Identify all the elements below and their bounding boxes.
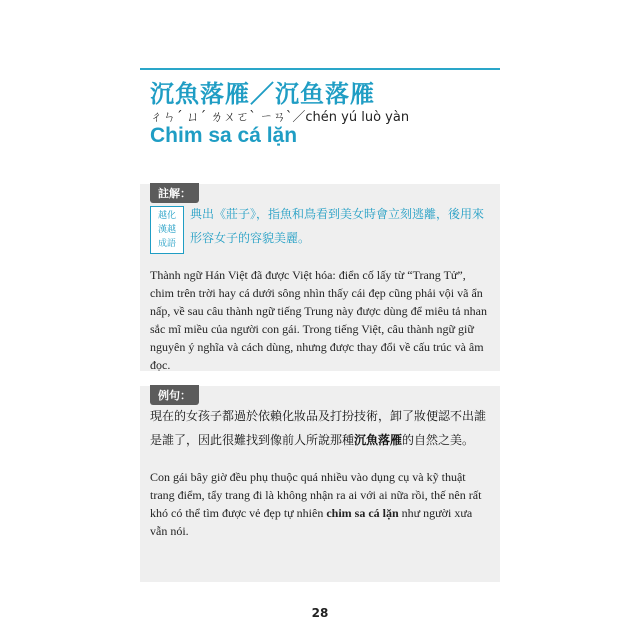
- note-vietnamese-text: Thành ngữ Hán Việt đã được Việt hóa: điển cố lấy từ “Trang Tử”, chim trên trời hay cá dưới sông nhìn thấy cái đẹp cũng phải vội vã ẩn nấp, về sau câu thành ngữ tiếng Trung này được dùng để miêu tả nhan sắc mĩ miều của người con gái. Trong tiếng Việt, câu thành ngữ giữ nguyên ý nghĩa và cách dùng, nhưng được thay đổi về cấu trúc và âm đọc.: [150, 268, 487, 372]
- badge-line: 漢越: [157, 225, 176, 235]
- note-panel: [140, 184, 500, 371]
- category-badge: [150, 206, 184, 254]
- example-zh-part: 現在的女孩子都過於依賴化妝品及打扮技術，卸了妝便認不出誰是誰了，因此很難找到像前人所說那種: [150, 409, 487, 447]
- badge-line: 越化: [157, 211, 176, 221]
- note-tag: 註解：: [150, 183, 199, 203]
- example-vi-part: như người xưa vẫn nói.: [150, 506, 473, 538]
- idiom-pronunciation: ㄔㄣˊ ㄩˊ ㄌㄨㄛˋ ㄧㄢˋ／chén yú luò yàn: [150, 110, 410, 125]
- example-vi-idiom: chim sa cá lặn: [326, 506, 399, 520]
- idiom-title-vietnamese: Chim sa cá lặn: [150, 124, 298, 147]
- example-chinese-text: [150, 404, 492, 452]
- page-number: 28: [311, 606, 329, 620]
- header-rule: [140, 68, 500, 70]
- example-vietnamese-text: [150, 468, 492, 540]
- example-panel: [140, 386, 500, 582]
- badge-line: 成語: [157, 239, 176, 249]
- example-tag: 例句：: [150, 385, 199, 405]
- example-zh-idiom: 沉魚落雁: [354, 433, 403, 447]
- idiom-title-chinese: 沉魚落雁／沉鱼落雁: [150, 80, 375, 108]
- example-vi-part: Con gái bây giờ đều phụ thuộc quá nhiều vào dụng cụ và kỹ thuật trang điểm, tẩy trang đi là không nhận ra ai với ai nữa rồi, thế nên rất khó có thể tìm được vẻ đẹp tự nhiên: [150, 470, 482, 520]
- note-chinese-text: 典出《莊子》，指魚和鳥看到美女時會立刻逃離，後用來形容女子的容貌美麗。: [190, 207, 485, 245]
- example-zh-part: 的自然之美。: [402, 433, 475, 447]
